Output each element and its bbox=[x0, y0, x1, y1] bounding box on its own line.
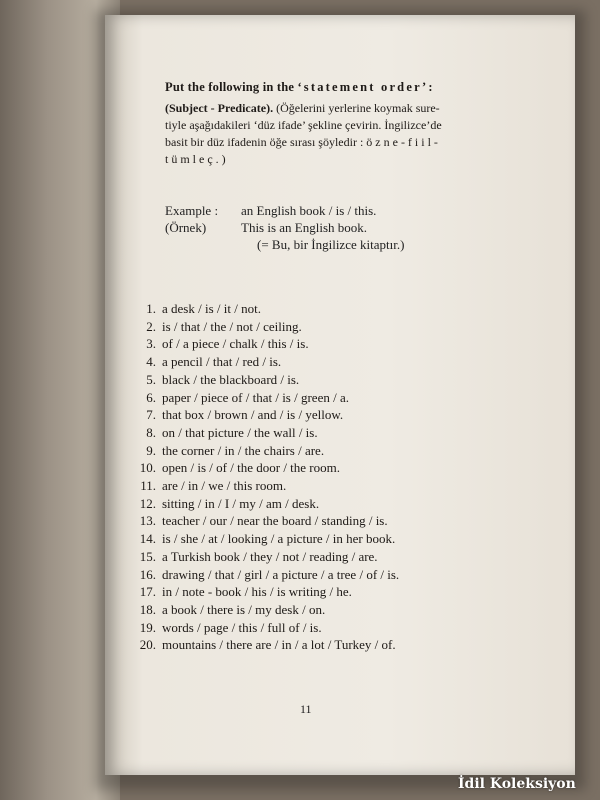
title-spaced: ‘statement order’: bbox=[297, 80, 435, 94]
instruction-line3: basit bir düz ifadenin öğe sırası şöyledir : ö z n e - f i i l - bbox=[165, 135, 438, 149]
item-number: 10. bbox=[139, 460, 156, 476]
item-number: 2. bbox=[146, 318, 156, 334]
instruction-line1: (Öğelerini yerlerine koymak sure- bbox=[273, 101, 440, 115]
example-translation: (= Bu, bir İngilizce kitaptır.) bbox=[257, 237, 405, 252]
list-item bbox=[128, 619, 548, 637]
item-text: a book / there is / my desk / on. bbox=[162, 601, 326, 617]
item-text: a desk / is / it / not. bbox=[162, 301, 261, 316]
list-item bbox=[128, 495, 548, 513]
list-item bbox=[128, 583, 548, 601]
item-number: 11. bbox=[140, 478, 156, 494]
list-item bbox=[128, 318, 548, 336]
item-text: in / note - book / his / is writing / he. bbox=[162, 584, 352, 600]
item-number: 8. bbox=[146, 424, 156, 440]
example-labels bbox=[165, 202, 218, 236]
list-item bbox=[128, 300, 548, 318]
example-content bbox=[241, 202, 404, 253]
list-item bbox=[128, 389, 548, 407]
item-number: 14. bbox=[139, 531, 156, 547]
list-item bbox=[128, 530, 548, 548]
item-number: 9. bbox=[146, 442, 156, 458]
item-number: 19. bbox=[139, 619, 156, 635]
example-label: Example : bbox=[165, 203, 219, 218]
list-item bbox=[128, 442, 548, 460]
item-text: black / the blackboard / is. bbox=[162, 371, 300, 387]
item-number: 20. bbox=[139, 637, 156, 653]
item-number: 4. bbox=[146, 354, 156, 370]
item-text: mountains / there are / in / a lot / Turkey / of. bbox=[162, 637, 396, 653]
item-text: is / that / the / not / ceiling. bbox=[162, 318, 302, 334]
list-item bbox=[128, 566, 548, 584]
item-text: paper / piece of / that / is / green / a. bbox=[162, 389, 349, 405]
list-item bbox=[128, 335, 548, 353]
item-text: a Turkish book / they / not / reading / are. bbox=[162, 548, 378, 564]
list-item bbox=[128, 406, 548, 424]
example-label-tr: (Örnek) bbox=[165, 220, 207, 235]
item-number: 18. bbox=[139, 601, 156, 617]
item-text: open / is / of / the door / the room. bbox=[162, 460, 341, 476]
list-item bbox=[128, 371, 548, 389]
item-number: 17. bbox=[139, 584, 156, 600]
item-number: 13. bbox=[139, 513, 156, 529]
example-sentence: This is an English book. bbox=[241, 220, 368, 235]
item-number: 3. bbox=[146, 336, 156, 352]
item-number: 16. bbox=[139, 566, 156, 582]
list-item bbox=[128, 353, 548, 371]
exercise-list bbox=[128, 300, 548, 654]
item-number: 12. bbox=[139, 495, 156, 511]
list-item bbox=[128, 477, 548, 495]
list-item bbox=[128, 601, 548, 619]
example-words: an English book / is / this. bbox=[241, 203, 377, 218]
item-number: 1. bbox=[146, 301, 156, 316]
item-text: the corner / in / the chairs / are. bbox=[162, 442, 325, 458]
instruction-line2: tiyle aşağıdakileri ‘düz ifade’ şekline çevirin. İngilizce’de bbox=[165, 118, 442, 132]
item-text: on / that picture / the wall / is. bbox=[162, 424, 318, 440]
instruction-body bbox=[165, 100, 525, 168]
item-number: 7. bbox=[146, 407, 156, 423]
item-text: that box / brown / and / is / yellow. bbox=[162, 407, 344, 423]
list-item bbox=[128, 424, 548, 442]
watermark: İdil Koleksiyon bbox=[458, 776, 576, 792]
list-item bbox=[128, 636, 548, 654]
item-text: is / she / at / looking / a picture / in her book. bbox=[162, 531, 396, 547]
item-text: are / in / we / this room. bbox=[162, 478, 287, 494]
title-prefix: Put the following in the bbox=[165, 80, 298, 94]
item-text: of / a piece / chalk / this / is. bbox=[162, 336, 309, 352]
item-number: 15. bbox=[139, 548, 156, 564]
list-item bbox=[128, 548, 548, 566]
instruction-title bbox=[165, 80, 520, 95]
item-number: 5. bbox=[146, 371, 156, 387]
instruction-bold: (Subject - Predicate). bbox=[165, 101, 274, 115]
list-item bbox=[128, 512, 548, 530]
page-number: 11 bbox=[300, 702, 312, 716]
instruction-line4: t ü m l e ç . ) bbox=[165, 152, 226, 166]
item-text: sitting / in / I / my / am / desk. bbox=[162, 495, 320, 511]
item-text: words / page / this / full of / is. bbox=[162, 619, 322, 635]
item-text: drawing / that / girl / a picture / a tree / of / is. bbox=[162, 566, 400, 582]
item-text: teacher / our / near the board / standing / is. bbox=[162, 513, 388, 529]
item-number: 6. bbox=[146, 389, 156, 405]
list-item bbox=[128, 459, 548, 477]
item-text: a pencil / that / red / is. bbox=[162, 354, 282, 370]
